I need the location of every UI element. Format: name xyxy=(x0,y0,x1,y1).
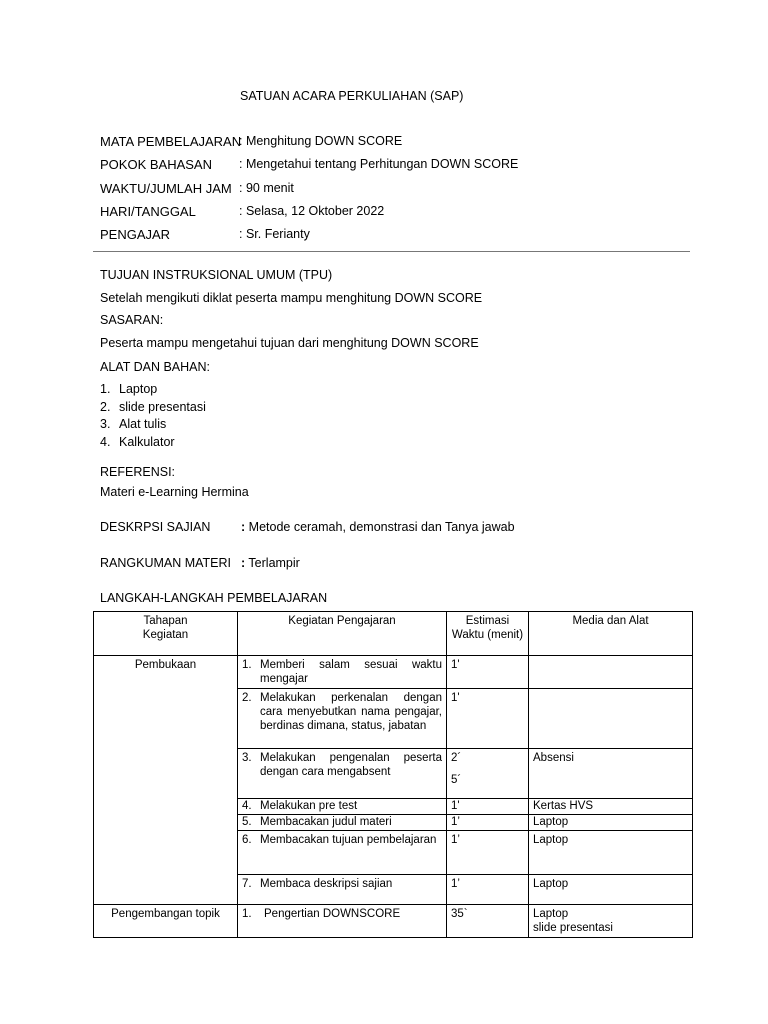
alat-heading: ALAT DAN BAHAN: xyxy=(100,360,210,374)
activity-text: Melakukan pengenalan peserta dengan cara mengabsent xyxy=(260,752,442,778)
list-text: Laptop xyxy=(119,382,158,396)
header-tahapan-line1: Tahapan xyxy=(143,615,188,627)
list-item xyxy=(100,435,175,449)
referensi-text: Materi e-Learning Hermina xyxy=(100,485,249,499)
sasaran-colon: : xyxy=(159,313,164,327)
activity-text: Melakukan perkenalan dengan cara menyebutkan nama pengajar, berdinas dimana, status, jabatan xyxy=(260,692,442,732)
media-value-2: slide presentasi xyxy=(533,922,613,934)
time-cell xyxy=(447,749,529,799)
activity-cell xyxy=(238,656,447,689)
list-item xyxy=(100,400,206,414)
list-number: 3. xyxy=(100,417,111,431)
media-cell: Laptop xyxy=(529,815,693,831)
sasaran-text: Peserta mampu mengetahui tujuan dari menghitung DOWN SCORE xyxy=(100,336,479,350)
table-row xyxy=(94,656,693,689)
list-number: 4. xyxy=(100,435,111,449)
header-tahapan xyxy=(94,612,238,656)
horizontal-divider xyxy=(93,251,690,252)
time-cell: 1’ xyxy=(447,831,529,875)
activity-number: 1. xyxy=(242,659,252,671)
deskripsi-label: DESKRPSI SAJIAN xyxy=(100,520,211,534)
info-value-pengajar: : Sr. Ferianty xyxy=(239,227,310,241)
list-item xyxy=(100,382,157,396)
media-cell xyxy=(529,905,693,938)
activity-cell xyxy=(238,831,447,875)
activity-cell xyxy=(238,875,447,905)
deskripsi-colon: : xyxy=(241,520,246,534)
info-label-waktu: WAKTU/JUMLAH JAM xyxy=(100,181,232,196)
media-cell: Laptop xyxy=(529,831,693,875)
activity-cell xyxy=(238,799,447,815)
rangkuman-value: Terlampir xyxy=(248,556,300,570)
info-value-pokok-bahasan: : Mengetahui tentang Perhitungan DOWN SCORE xyxy=(239,157,519,171)
activity-text: Membacakan tujuan pembelajaran xyxy=(260,834,437,846)
info-label-mata-pembelajaran: MATA PEMBELAJARAN xyxy=(100,134,242,149)
info-label-pokok-bahasan: POKOK BAHASAN xyxy=(100,157,212,172)
activity-number: 6. xyxy=(242,834,252,846)
lesson-steps-table xyxy=(93,611,693,938)
activity-text: Melakukan pre test xyxy=(260,800,358,812)
deskripsi-value: Metode ceramah, demonstrasi dan Tanya jawab xyxy=(248,520,515,534)
list-number: 1. xyxy=(100,382,111,396)
header-estimasi xyxy=(447,612,529,656)
header-media: Media dan Alat xyxy=(529,612,693,656)
list-number: 2. xyxy=(100,400,111,414)
activity-number: 5. xyxy=(242,816,252,828)
media-value: Laptop xyxy=(533,908,569,920)
time-cell: 35` xyxy=(447,905,529,938)
time-cell: 1' xyxy=(447,656,529,689)
list-item xyxy=(100,417,166,431)
activity-cell xyxy=(238,815,447,831)
activity-number: 1. xyxy=(242,908,252,920)
list-text: Kalkulator xyxy=(119,435,175,449)
activity-number: 2. xyxy=(242,692,252,704)
referensi-heading: REFERENSI xyxy=(100,465,172,479)
rangkuman-value-row xyxy=(241,556,300,570)
activity-number: 4. xyxy=(242,800,252,812)
tpu-text: Setelah mengikuti diklat peserta mampu menghitung DOWN SCORE xyxy=(100,291,483,305)
header-estimasi-line2: Waktu (menit) xyxy=(451,629,524,641)
activity-cell xyxy=(238,905,447,938)
time-cell: 1’ xyxy=(447,875,529,905)
referensi-heading-row xyxy=(100,465,175,479)
list-text: Alat tulis xyxy=(119,417,167,431)
header-tahapan-line2: Kegiatan xyxy=(142,629,189,641)
media-cell xyxy=(529,689,693,749)
sasaran-heading: SASARAN xyxy=(100,313,160,327)
table-row xyxy=(94,905,693,938)
activity-text: Memberi salam sesuai waktu mengajar xyxy=(260,659,442,685)
time-value: 2´ xyxy=(451,752,462,764)
time-cell: 1' xyxy=(447,689,529,749)
info-label-hari-tanggal: HARI/TANGGAL xyxy=(100,204,196,219)
page-title: SATUAN ACARA PERKULIAHAN (SAP) xyxy=(240,89,464,103)
phase-pembukaan: Pembukaan xyxy=(94,656,238,905)
activity-cell xyxy=(238,689,447,749)
info-value-mata-pembelajaran: : Menghitung DOWN SCORE xyxy=(239,134,403,148)
deskripsi-value-row xyxy=(241,520,515,534)
sasaran-heading-row xyxy=(100,313,163,327)
media-cell: Absensi xyxy=(529,749,693,799)
activity-text: Membacakan judul materi xyxy=(260,816,392,828)
langkah-heading: LANGKAH-LANGKAH PEMBELAJARAN xyxy=(100,591,328,605)
rangkuman-colon: : xyxy=(241,556,246,570)
activity-number: 7. xyxy=(242,878,252,890)
header-estimasi-line1: Estimasi xyxy=(465,615,510,627)
phase-pengembangan-topik: Pengembangan topik xyxy=(94,905,238,938)
media-cell: Kertas HVS xyxy=(529,799,693,815)
info-value-hari-tanggal: : Selasa, 12 Oktober 2022 xyxy=(239,204,385,218)
activity-text: Membaca deskripsi sajian xyxy=(260,878,393,890)
info-value-waktu: : 90 menit xyxy=(239,181,294,195)
time-cell: 1’ xyxy=(447,815,529,831)
activity-text: Pengertian DOWNSCORE xyxy=(264,908,401,920)
activity-number: 3. xyxy=(242,752,252,764)
referensi-colon: : xyxy=(171,465,176,479)
time-value-2: 5´ xyxy=(451,774,462,786)
rangkuman-label: RANGKUMAN MATERI xyxy=(100,556,232,570)
media-cell: Laptop xyxy=(529,875,693,905)
media-cell xyxy=(529,656,693,689)
activity-cell xyxy=(238,749,447,799)
tpu-heading: TUJUAN INSTRUKSIONAL UMUM (TPU) xyxy=(100,268,333,282)
time-cell: 1' xyxy=(447,799,529,815)
list-text: slide presentasi xyxy=(119,400,206,414)
header-kegiatan: Kegiatan Pengajaran xyxy=(238,612,447,656)
info-label-pengajar: PENGAJAR xyxy=(100,227,171,242)
table-header-row xyxy=(94,612,693,656)
